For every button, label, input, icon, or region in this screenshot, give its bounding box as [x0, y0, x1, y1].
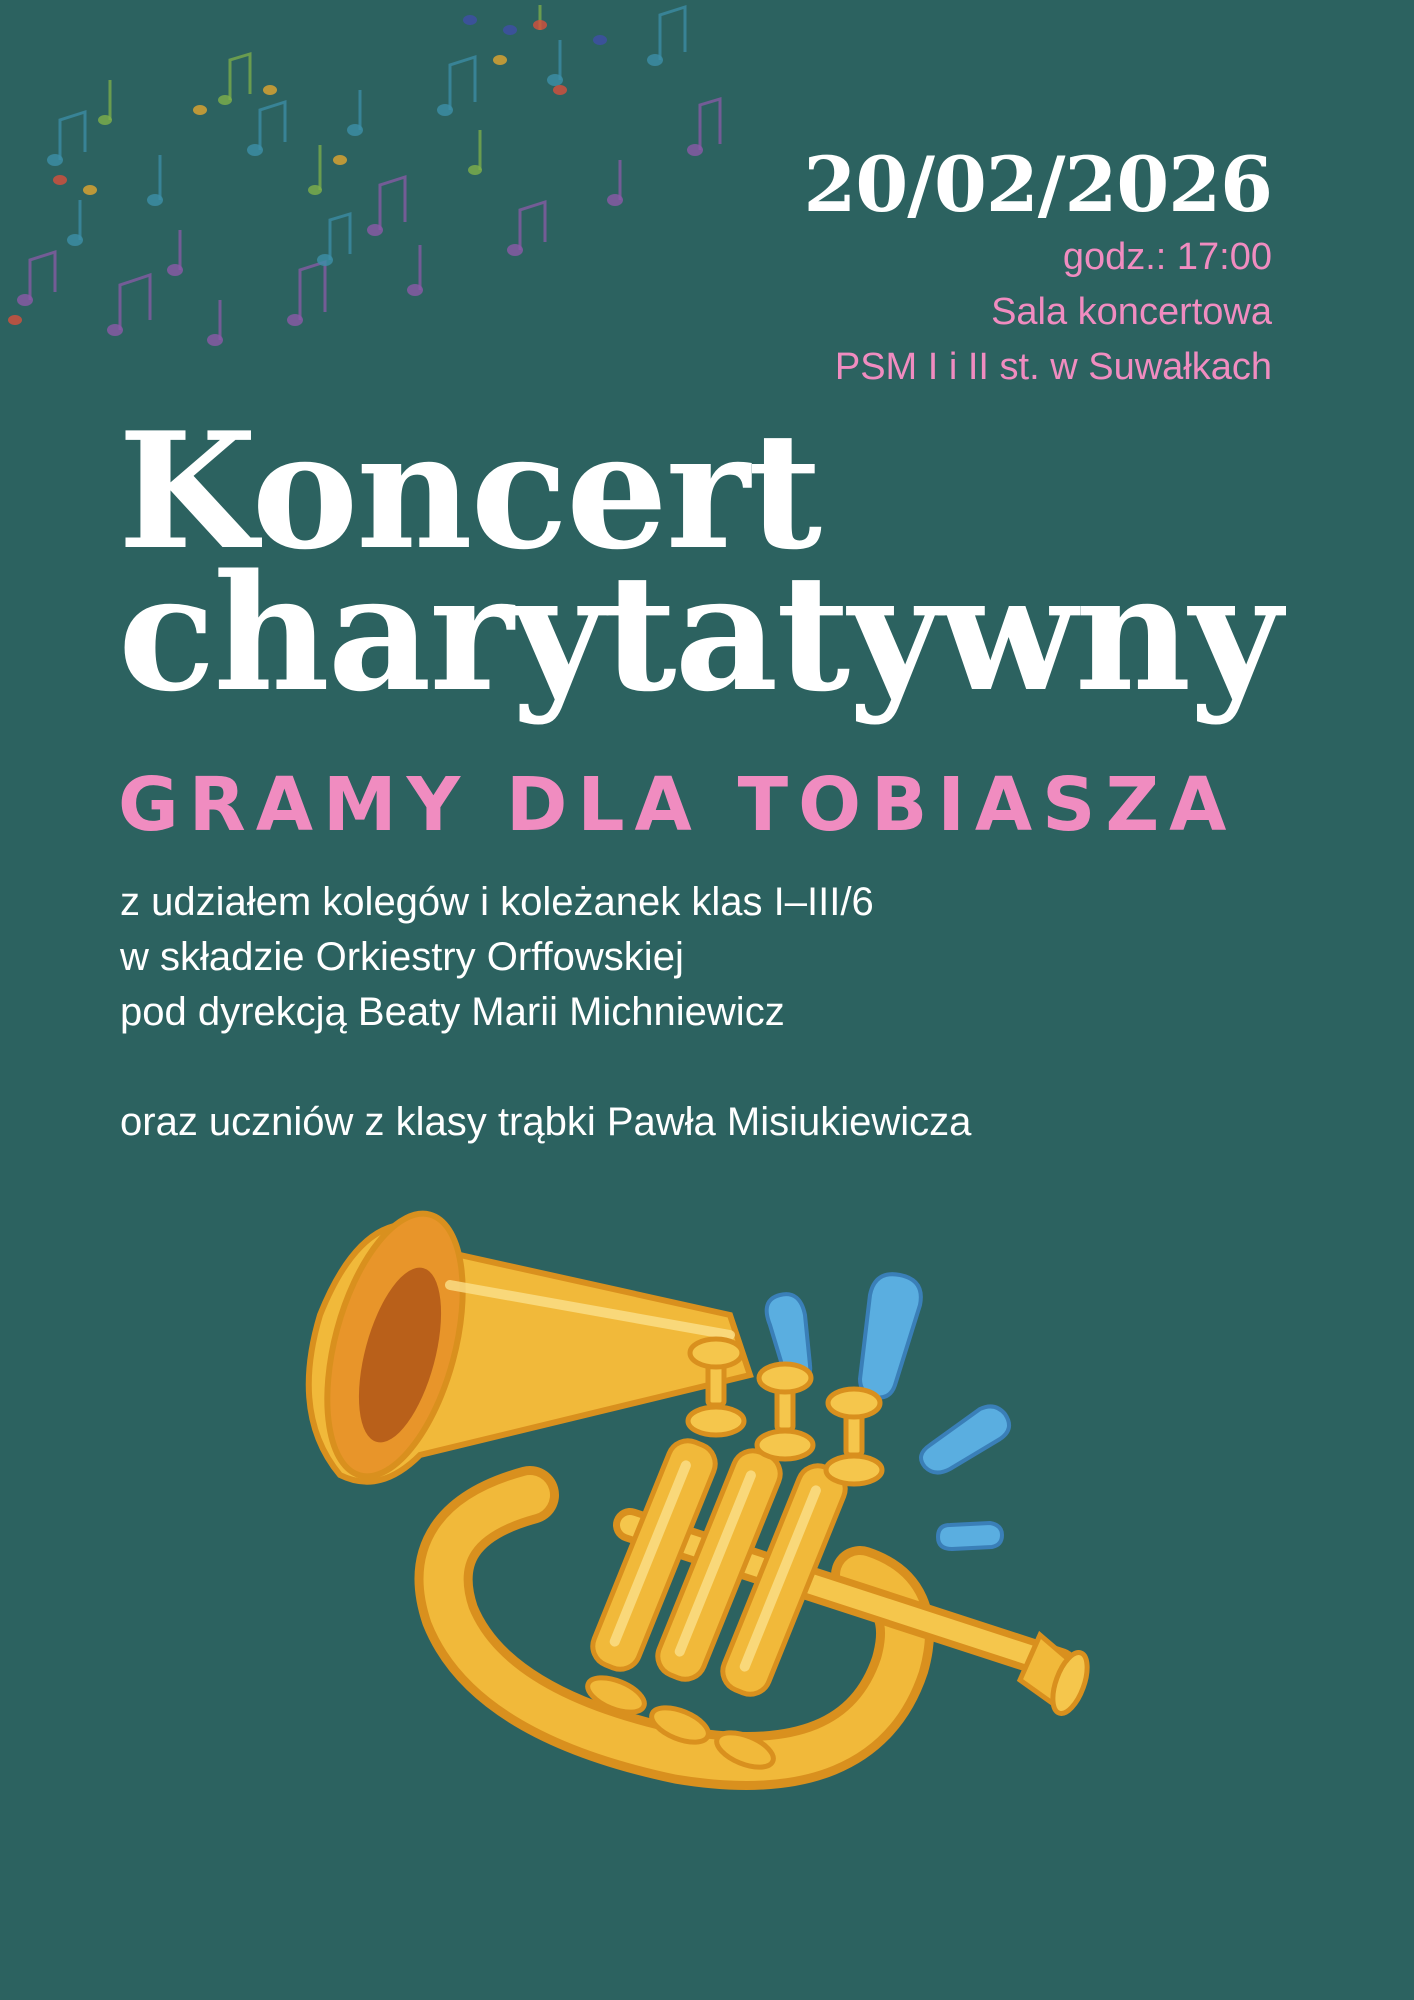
event-time: godz.: 17:00: [1062, 236, 1272, 278]
description-line-2: w składzie Orkiestry Orffowskiej: [120, 935, 684, 979]
title-line-1: Koncert: [118, 397, 821, 585]
splash-mark-3: [921, 1406, 1009, 1472]
splash-mark-4: [938, 1523, 1002, 1549]
event-date: 20/02/2026: [803, 140, 1272, 229]
description-line-3: pod dyrekcją Beaty Marii Michniewicz: [120, 990, 785, 1034]
venue-school: PSM I i II st. w Suwałkach: [834, 346, 1272, 388]
concert-title: [118, 397, 1318, 727]
concert-description: [120, 875, 1320, 1150]
description-line-1: z udziałem kolegów i koleżanek klas I–III/6: [120, 880, 874, 924]
event-info: [572, 140, 1272, 395]
venue-name: Sala koncertowa: [991, 291, 1272, 333]
description-line-4: oraz uczniów z klasy trąbki Pawła Misiukiewicza: [120, 1100, 972, 1144]
trumpet-illustration: [300, 1195, 1100, 1835]
concert-subtitle: GRAMY DLA TOBIASZA: [118, 762, 1237, 848]
title-line-2: charytatywny: [118, 539, 1281, 727]
splash-mark-2: [860, 1274, 921, 1397]
